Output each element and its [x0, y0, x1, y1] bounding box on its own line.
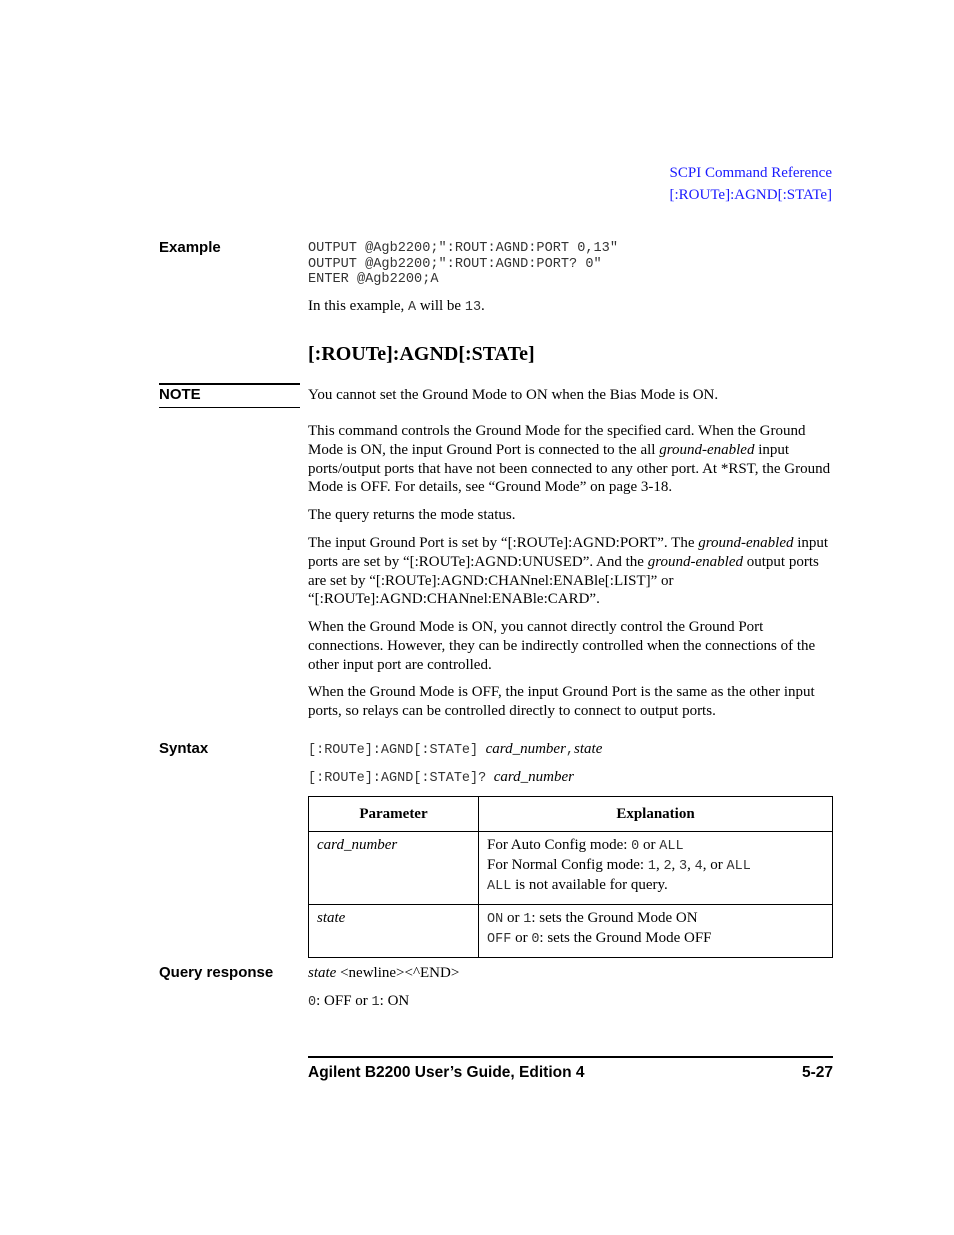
description-paragraph-5: When the Ground Mode is OFF, the input Ground Port is the same as the other input ports, so relays can be controlled directly to connect to output ports.: [308, 684, 815, 719]
description-paragraph-4: When the Ground Mode is ON, you cannot directly control the Ground Port connections. However, they can be indirectly controlled when the connections of the other input port are controlled.: [308, 619, 816, 673]
description-paragraph-1: This command controls the Ground Mode for the specified card. When the Ground Mode is ON, the input Ground Port is connected to the all ground-enabled input ports/output ports that have not been connected to any other port. At *RST, the Ground Mode is OFF. For details, see “Ground Mode” on page 3-18.: [308, 423, 831, 496]
table-cell-parameter: state: [309, 905, 479, 958]
example-code-line-1: OUTPUT @Agb2200;":ROUT:AGND:PORT 0,13": [308, 241, 618, 256]
syntax-line-2: [:ROUTe]:AGND[:STATe]? card_number: [308, 769, 575, 786]
example-note: In this example, A will be 13.: [308, 298, 485, 315]
syntax-line-1: [:ROUTe]:AGND[:STATe] card_number,state: [308, 741, 603, 758]
footer-page-number: 5-27: [801, 1064, 833, 1081]
explanation-line: OFF or 0: sets the Ground Mode OFF: [487, 930, 712, 947]
table-header-parameter: Parameter: [309, 797, 479, 832]
query-response-line-2: 0: OFF or 1: ON: [308, 993, 410, 1010]
table-cell-explanation: [479, 905, 833, 958]
header-section: [:ROUTe]:AGND[:STATe]: [669, 187, 832, 203]
example-code-line-3: ENTER @Agb2200;A: [308, 272, 439, 287]
description-paragraph-3: The input Ground Port is set by “[:ROUTe]:AGND:PORT”. The ground-enabled input ports are set by “[:ROUTe]:AGND:UNUSED”. And the ground-enabled output ports are set by “[:ROUTe]:AGND:CHANnel:ENABle[:LIST]” or “[:ROUTe]:AGND:CHANnel:ENABle:CARD”.: [308, 535, 829, 608]
syntax-label: Syntax: [159, 740, 209, 757]
header-chapter: SCPI Command Reference: [669, 165, 832, 181]
table-cell-explanation: [479, 832, 833, 905]
table-row: [309, 832, 833, 905]
note-label: NOTE: [159, 386, 201, 403]
note-text: You cannot set the Ground Mode to ON when the Bias Mode is ON.: [308, 387, 719, 403]
table-header-row: [309, 797, 833, 832]
table-row: [309, 905, 833, 958]
command-heading: [:ROUTe]:AGND[:STATe]: [308, 343, 535, 365]
explanation-line: For Auto Config mode: 0 or ALL: [487, 837, 684, 854]
note-top-rule: [159, 383, 300, 385]
explanation-line: For Normal Config mode: 1, 2, 3, 4, or ALL: [487, 857, 751, 874]
table-cell-parameter: card_number: [309, 832, 479, 905]
query-response-line-1: state <newline><^END>: [308, 965, 460, 981]
footer-rule: [308, 1056, 833, 1058]
note-bottom-rule: [159, 407, 300, 408]
footer-title: Agilent B2200 User’s Guide, Edition 4: [308, 1064, 585, 1081]
query-response-label: Query response: [159, 964, 274, 981]
description-paragraph-2: The query returns the mode status.: [308, 507, 516, 523]
table-header-explanation: Explanation: [479, 797, 833, 832]
explanation-line: ALL is not available for query.: [487, 877, 668, 894]
example-code-line-2: OUTPUT @Agb2200;":ROUT:AGND:PORT? 0": [308, 256, 602, 272]
parameter-table: [308, 796, 833, 958]
example-label: Example: [159, 239, 221, 256]
explanation-line: ON or 1: sets the Ground Mode ON: [487, 910, 698, 927]
